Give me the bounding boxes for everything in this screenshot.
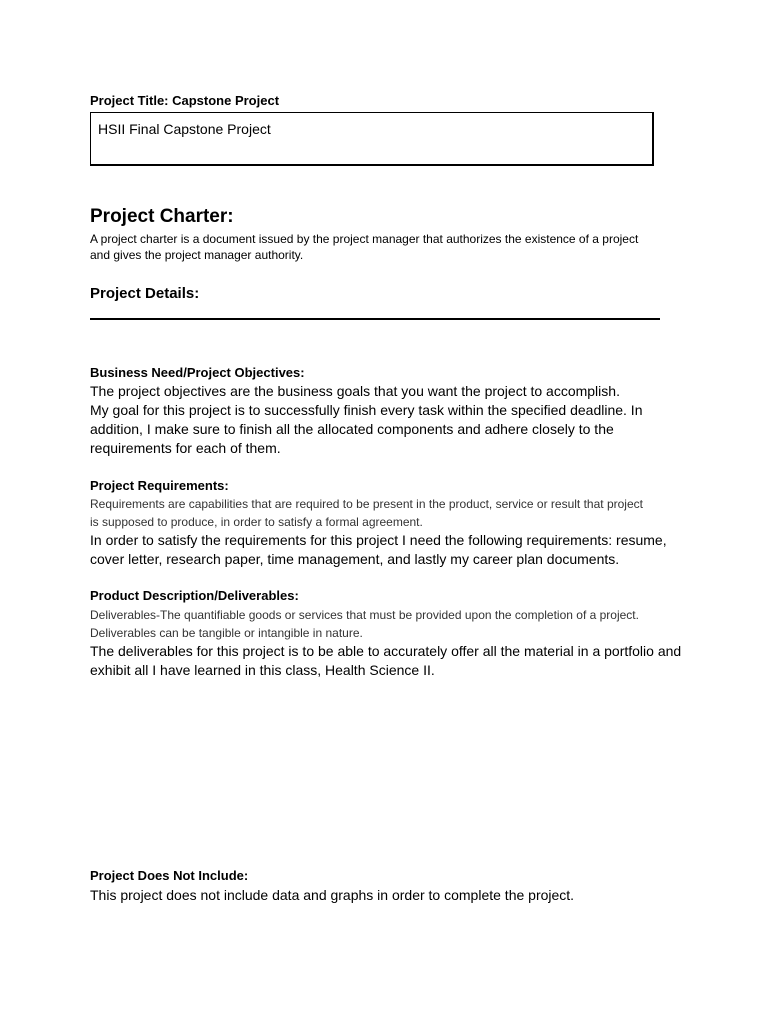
exclusions-line-1: This project does not include data and graphs in order to complete the project. [90, 887, 575, 903]
objectives-heading: Business Need/Project Objectives: [90, 365, 305, 380]
exclusions-heading: Project Does Not Include: [90, 868, 249, 883]
objectives-line-3: addition, I make sure to finish all the allocated components and adhere closely to the [90, 421, 614, 437]
requirements-description-line-2: is supposed to produce, in order to satisfy a formal agreement. [90, 515, 423, 529]
deliverables-description-line-2: Deliverables can be tangible or intangible in nature. [90, 626, 363, 640]
project-charter-description-line-1: A project charter is a document issued by the project manager that authorizes the existence of a project [90, 232, 639, 246]
requirements-line-2: cover letter, research paper, time management, and lastly my career plan documents. [90, 551, 620, 567]
project-details-heading: Project Details: [90, 285, 200, 302]
project-title-label: Project Title: Capstone Project [90, 93, 280, 108]
requirements-heading: Project Requirements: [90, 478, 229, 493]
requirements-description-line-1: Requirements are capabilities that are required to be present in the product, service or result that project [90, 497, 643, 511]
deliverables-heading: Product Description/Deliverables: [90, 588, 299, 603]
deliverables-description-line-1: Deliverables-The quantifiable goods or services that must be provided upon the completion of a project. [90, 608, 639, 622]
deliverables-line-2: exhibit all I have learned in this class, Health Science II. [90, 662, 435, 678]
deliverables-line-1: The deliverables for this project is to be able to accurately offer all the material in a portfolio and [90, 643, 682, 659]
requirements-line-1: In order to satisfy the requirements for this project I need the following requirements: resume, [90, 532, 667, 548]
section-divider [90, 318, 660, 320]
objectives-line-4: requirements for each of them. [90, 440, 281, 456]
objectives-line-1: The project objectives are the business goals that you want the project to accomplish. [90, 383, 620, 399]
objectives-line-2: My goal for this project is to successfully finish every task within the specified deadline. In [90, 402, 643, 418]
project-charter-description-line-2: and gives the project manager authority. [90, 248, 304, 262]
project-charter-heading: Project Charter: [90, 206, 234, 227]
project-title-field[interactable] [90, 112, 654, 166]
project-title-value: HSII Final Capstone Project [98, 121, 271, 137]
